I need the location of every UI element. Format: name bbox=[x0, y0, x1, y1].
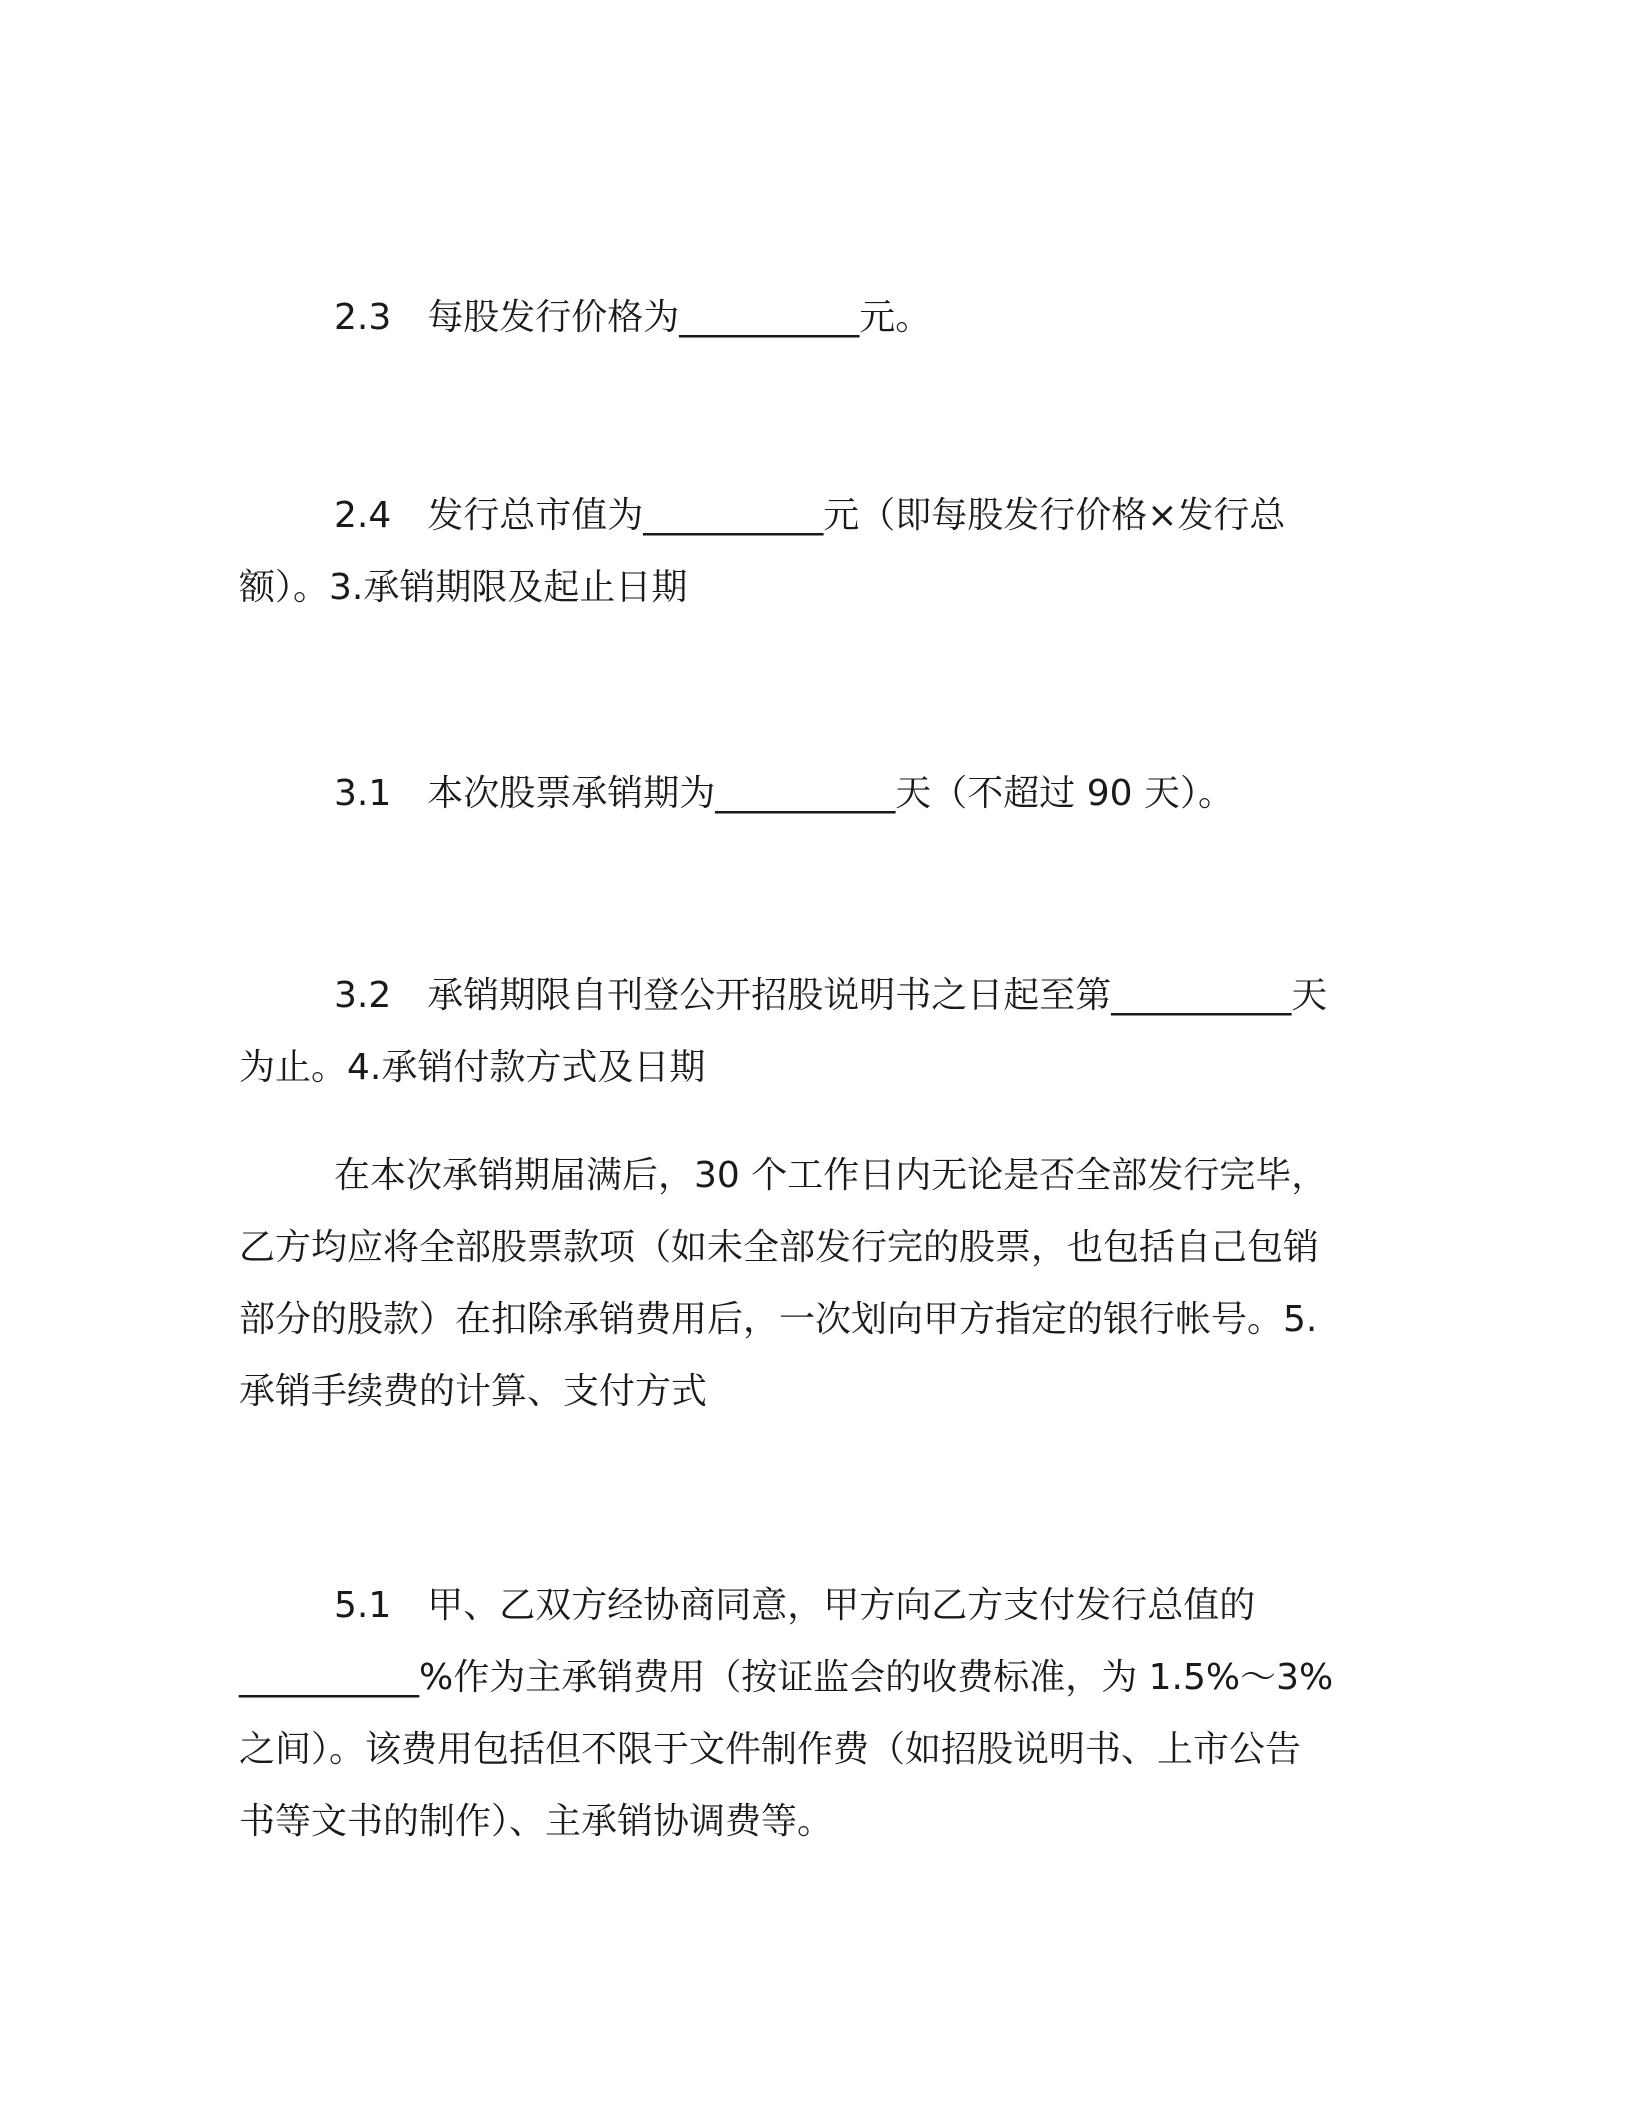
clause-5-1-line-2: __________%作为主承销费用（按证监会的收费标准，为 1.5%～3% bbox=[239, 1657, 1334, 1698]
clause-3-2-line-2: 为止。4.承销付款方式及日期 bbox=[239, 1047, 706, 1088]
clause-3-1 bbox=[239, 758, 1369, 830]
clause-5-1-line-4: 书等文书的制作）、主承销协调费等。 bbox=[239, 1801, 834, 1842]
clause-3-2 bbox=[239, 960, 1369, 1104]
clause-4-line-4: 承销手续费的计算、支付方式 bbox=[239, 1371, 708, 1412]
clause-2-3 bbox=[239, 282, 1369, 354]
clause-4-body bbox=[239, 1140, 1369, 1428]
clause-2-3-line-1: 2.3 每股发行价格为__________元。 bbox=[334, 297, 932, 338]
clause-2-4 bbox=[239, 480, 1369, 624]
clause-2-4-line-2: 额）。3.承销期限及起止日期 bbox=[239, 567, 688, 608]
clause-4-line-2: 乙方均应将全部股票款项（如未全部发行完的股票，也包括自己包销 bbox=[239, 1227, 1320, 1268]
clause-4-line-1: 在本次承销期届满后，30 个工作日内无论是否全部发行完毕， bbox=[334, 1155, 1328, 1196]
clause-5-1-line-1: 5.1 甲、乙双方经协商同意，甲方向乙方支付发行总值的 bbox=[334, 1585, 1256, 1626]
clause-3-1-line-1: 3.1 本次股票承销期为__________天（不超过 90 天）。 bbox=[334, 773, 1234, 814]
clause-2-4-line-1: 2.4 发行总市值为__________元（即每股发行价格×发行总 bbox=[334, 495, 1286, 536]
clause-5-1 bbox=[239, 1570, 1369, 1858]
clause-5-1-line-3: 之间）。该费用包括但不限于文件制作费（如招股说明书、上市公告 bbox=[239, 1729, 1302, 1770]
clause-3-2-line-1: 3.2 承销期限自刊登公开招股说明书之日起至第__________天 bbox=[334, 975, 1328, 1016]
clause-4-line-3: 部分的股款）在扣除承销费用后，一次划向甲方指定的银行帐号。5. bbox=[239, 1299, 1318, 1340]
